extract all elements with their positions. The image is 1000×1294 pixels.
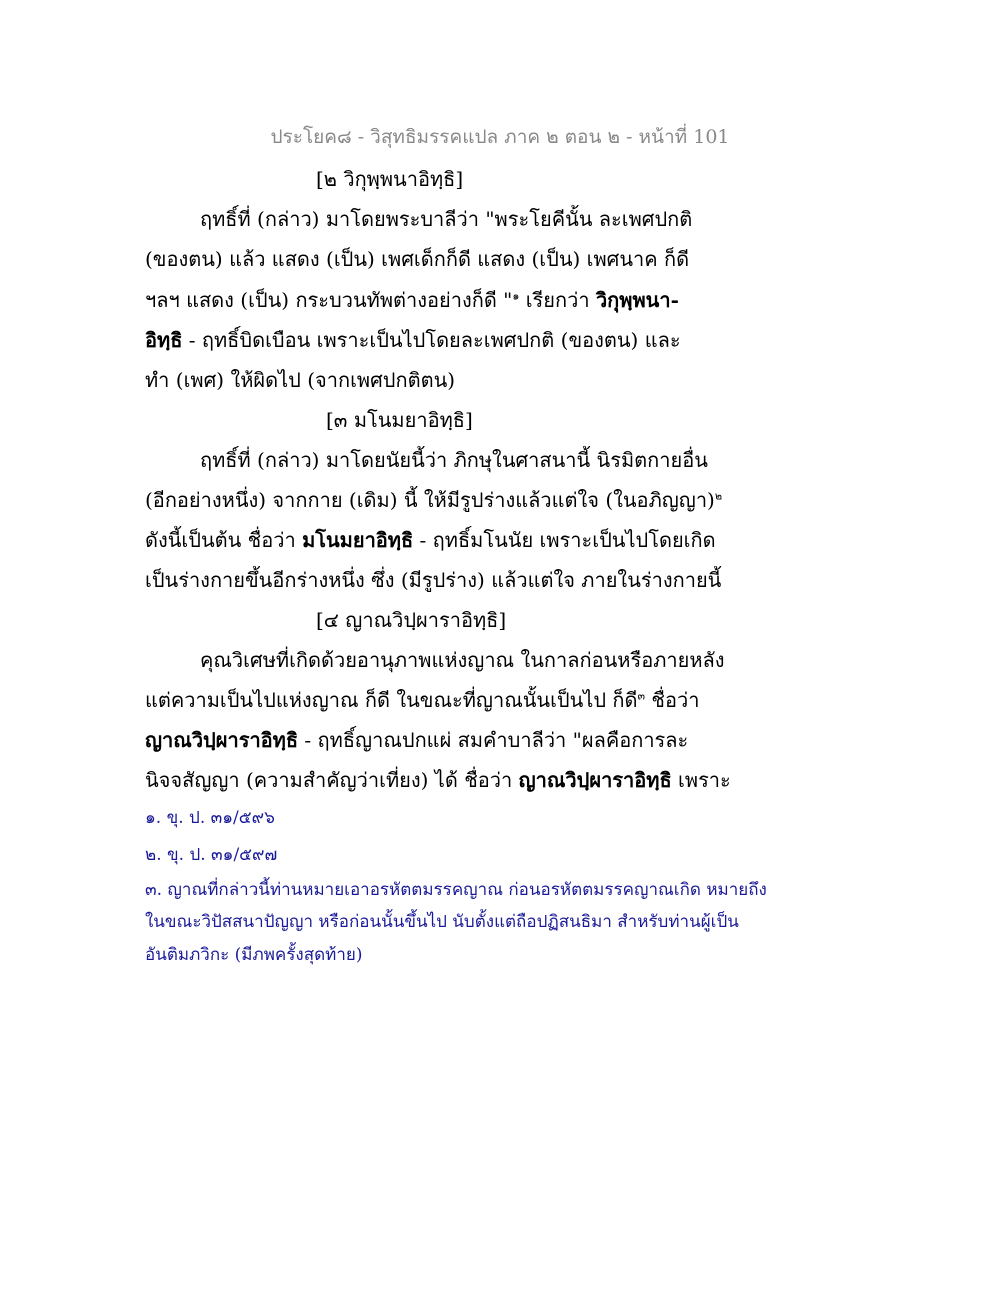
- term-vikubbana: วิกุพฺพนา-: [595, 288, 679, 312]
- text-segment: ฯลฯ แสดง (เป็น) กระบวนทัพต่างอย่างก็ดี ": [145, 288, 513, 312]
- paragraph-line: [145, 724, 688, 756]
- paragraph-line: [145, 284, 679, 316]
- text-segment: แต่ความเป็นไปแห่งญาณ ก็ดี ในขณะที่ญาณนั้นเป็นไป ก็ดี: [145, 688, 638, 712]
- paragraph-line: คุณวิเศษที่เกิดด้วยอานุภาพแห่งญาณ ในกาลก่อนหรือภายหลัง: [200, 648, 725, 672]
- paragraph-line: [145, 524, 716, 556]
- text-segment: เพราะ: [671, 768, 731, 792]
- footnote-3-continued: ในขณะวิปัสสนาปัญญา หรือก่อนนั้นขึ้นไป นับตั้งแต่ถือปฏิสนธิมา สำหรับท่านผู้เป็น: [145, 912, 739, 932]
- term-nanavipphara: ญาณวิปฺผาราอิทฺธิ: [518, 768, 672, 792]
- paragraph-line: ฤทธิ์ที่ (กล่าว) มาโดยพระบาลีว่า "พระโยคีนั้น ละเพศปกติ: [200, 207, 693, 231]
- text-segment: เรียกว่า: [519, 288, 596, 312]
- text-segment: นิจจสัญญา (ความสำคัญว่าเที่ยง) ได้ ชื่อว่า: [145, 768, 519, 792]
- text-segment: (อีกอย่างหนึ่ง) จากกาย (เดิม) นี้ ให้มีรูปร่างแล้วแต่ใจ (ในอภิญญา): [145, 488, 715, 512]
- paragraph-line: ฤทธิ์ที่ (กล่าว) มาโดยนัยนี้ว่า ภิกษุในศาสนานี้ นิรมิตกายอื่น: [200, 448, 708, 472]
- text-segment: ดังนี้เป็นต้น ชื่อว่า: [145, 528, 303, 552]
- text-segment: ชื่อว่า: [645, 688, 700, 712]
- footnote-3-continued: อันติมภวิกะ (มีภพครั้งสุดท้าย): [145, 945, 363, 965]
- section-heading-manomaya: [๓ มโนมยาอิทฺธิ]: [326, 408, 473, 432]
- term-iddhi: อิทฺธิ: [145, 328, 183, 352]
- paragraph-line: เป็นร่างกายขึ้นอีกร่างหนึ่ง ซึ่ง (มีรูปร่าง) แล้วแต่ใจ ภายในร่างกายนี้: [145, 568, 722, 592]
- footnote-marker: ๓: [637, 689, 646, 703]
- footnote-marker: ๒: [714, 489, 723, 503]
- section-heading-nanavipphara: [๔ ญาณวิปฺผาราอิทฺธิ]: [316, 608, 507, 632]
- footnote-3: ๓. ญาณที่กล่าวนี้ท่านหมายเอาอรหัตตมรรคญาณ ก่อนอรหัตตมรรคญาณเกิด หมายถึง: [145, 880, 767, 900]
- paragraph-line: [145, 684, 699, 716]
- term-manomaya: มโนมยาอิทฺธิ: [302, 528, 414, 552]
- footnote-1: ๑. ขุ. ป. ๓๑/๕๙๖: [145, 808, 275, 828]
- text-segment: - ฤทธิ์บิดเบือน เพราะเป็นไปโดยละเพศปกติ (ของตน) และ: [182, 328, 681, 352]
- footnote-2: ๒. ขุ. ป. ๓๑/๕๙๗: [145, 845, 278, 865]
- footnote-marker: ๑: [512, 289, 520, 303]
- paragraph-line: [145, 764, 731, 796]
- text-segment: - ฤทธิ์มโนนัย เพราะเป็นไปโดยเกิด: [413, 528, 716, 552]
- paragraph-line: (ของตน) แล้ว แสดง (เป็น) เพศเด็กก็ดี แสดง (เป็น) เพศนาค ก็ดี: [145, 247, 690, 271]
- paragraph-line: [145, 324, 681, 356]
- paragraph-line: [145, 484, 722, 516]
- page-header: ประโยค๘ - วิสุทธิมรรคแปล ภาค ๒ ตอน ๒ - หน้าที่ 101: [270, 126, 730, 148]
- paragraph-line: ทำ (เพศ) ให้ผิดไป (จากเพศปกติตน): [145, 368, 456, 392]
- text-segment: - ฤทธิ์ญาณปกแผ่ สมคำบาลีว่า "ผลคือการละ: [298, 728, 689, 752]
- section-heading-vikubbana: [๒ วิกุพฺพนาอิทฺธิ]: [316, 167, 464, 191]
- term-nanavipphara: ญาณวิปฺผาราอิทฺธิ: [145, 728, 299, 752]
